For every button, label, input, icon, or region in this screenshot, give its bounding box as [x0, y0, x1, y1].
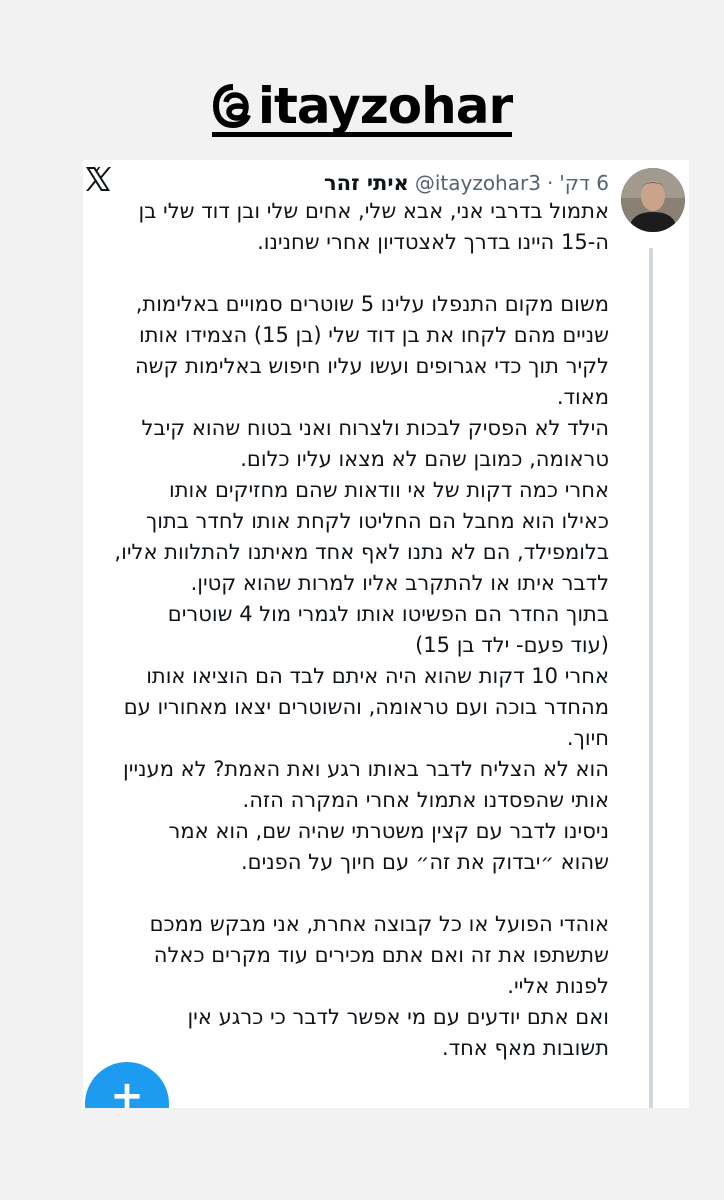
- compose-button[interactable]: [85, 1062, 169, 1108]
- plus-icon: +: [110, 1073, 144, 1108]
- author-name[interactable]: איתי זהר: [324, 171, 409, 195]
- avatar[interactable]: [621, 168, 685, 232]
- x-logo-icon: [83, 164, 113, 194]
- tweet-meta: [324, 166, 609, 200]
- separator: ·: [546, 171, 554, 195]
- tweet-time[interactable]: 6 דק': [559, 171, 609, 195]
- author-handle[interactable]: @itayzohar3: [414, 171, 541, 195]
- threads-header: [0, 78, 724, 138]
- tweet-text: אתמול בדרבי אני, אבא שלי, אחים שלי ובן דוד שלי בן ה-15 היינו בדרך לאצטדיון אחרי שחנינו. משום מקום התנפלו עלינו 5 שוטרים סמויים באלימות, שניים מהם לקחו את בן דוד שלי (בן 15) הצמידו אותו לקיר תוך כדי אגרופים ועשו עליו חיפוש באלימות קשה מאוד. הילד לא הפסיק לבכות ולצרוח ואני בטוח שהוא קיבל טראומה, כמובן שהם לא מצאו עליו כלום. אחרי כמה דקות של אי וודאות שהם מחזיקים אותו כאילו הוא מחבל הם החליטו לקחת אותו לחדר בתוך בלומפילד, הם לא נתנו לאף אחד מאיתנו להתלוות אליו, לדבר איתו או להתקרב אליו למרות שהוא קטין. בתוך החדר הם הפשיטו אותו לגמרי מול 4 שוטרים (עוד פעם- ילד בן 15) אחרי 10 דקות שהוא היה איתם לבד הם הוציאו אותו מהחדר בוכה ועם טראומה, והשוטרים יצאו מאחוריו עם חיוך. הוא לא הצליח לדבר באותו רגע ואת האמת? לא מעניין אותי שהפסדנו אתמול אחרי המקרה הזה. ניסינו לדבר עם קצין משטרתי שהיה שם, הוא אמר שהוא ״יבדוק את זה״ עם חיוך על הפנים. אוהדי הפועל או כל קבוצה אחרת, אני מבקש ממכם שתשתפו את זה ואם אתם מכירים עוד מקרים כאלה לפנות אליי. ואם אתם יודעים עם מי אפשר לדבר כי כרגע אין תשובות מאף אחד.: [114, 199, 609, 1060]
- threads-handle-link[interactable]: [212, 76, 513, 137]
- thread-line: [649, 248, 653, 1108]
- tweet-card[interactable]: [83, 160, 689, 1108]
- threads-username: itayzohar: [257, 76, 513, 135]
- avatar-image: [621, 168, 685, 232]
- threads-icon: [212, 83, 254, 129]
